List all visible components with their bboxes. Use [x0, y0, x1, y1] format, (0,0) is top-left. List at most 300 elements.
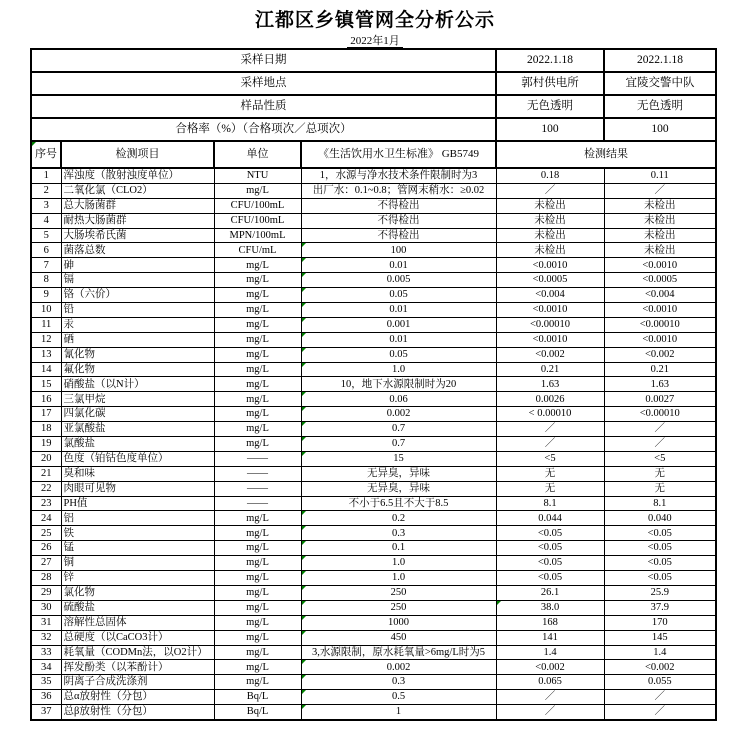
row-seq: 7 — [31, 258, 61, 273]
table-row — [31, 600, 716, 615]
row-standard: 1.0 — [301, 571, 496, 586]
row-result-site1: 无 — [496, 466, 604, 481]
row-item: 铅 — [61, 303, 214, 318]
cell-flag-triangle-icon — [302, 407, 306, 411]
row-result-site2: ／ — [604, 705, 716, 720]
cell-flag-triangle-icon — [302, 601, 306, 605]
row-result-site2: 0.055 — [604, 675, 716, 690]
row-item: 汞 — [61, 317, 214, 332]
row-seq: 9 — [31, 288, 61, 303]
row-item: 砷 — [61, 258, 214, 273]
row-standard: 10，地下水源限制时为20 — [301, 377, 496, 392]
row-unit: —— — [214, 466, 301, 481]
row-seq: 34 — [31, 660, 61, 675]
row-result-site1: 26.1 — [496, 585, 604, 600]
row-result-site1: 141 — [496, 630, 604, 645]
row-standard: 0.3 — [301, 675, 496, 690]
row-result-site2: 未检出 — [604, 213, 716, 228]
table-row — [31, 541, 716, 556]
col-standard: 《生活饮用水卫生标准》 GB5749 — [301, 141, 496, 168]
row-unit: CFU/100mL — [214, 213, 301, 228]
row-item: 溶解性总固体 — [61, 615, 214, 630]
row-result-site2: <0.0010 — [604, 258, 716, 273]
row-item: 氰化物 — [61, 347, 214, 362]
table-row — [31, 273, 716, 288]
table-row — [31, 675, 716, 690]
row-unit: —— — [214, 481, 301, 496]
cell-flag-triangle-icon — [302, 541, 306, 545]
page-title: 江都区乡镇管网全分析公示 — [254, 10, 495, 31]
info-label: 样品性质 — [31, 95, 496, 118]
cell-flag-triangle-icon — [302, 363, 306, 367]
row-unit: mg/L — [214, 407, 301, 422]
row-result-site2: 25.9 — [604, 585, 716, 600]
table-row — [31, 451, 716, 466]
row-result-site1: <0.004 — [496, 288, 604, 303]
row-item: 总大肠菌群 — [61, 198, 214, 213]
cell-flag-triangle-icon — [302, 511, 306, 515]
row-unit: mg/L — [214, 675, 301, 690]
row-seq: 10 — [31, 303, 61, 318]
row-standard: 1000 — [301, 615, 496, 630]
info-row — [31, 95, 716, 118]
row-seq: 28 — [31, 571, 61, 586]
cell-flag-triangle-icon — [302, 288, 306, 292]
row-result-site2: <0.002 — [604, 660, 716, 675]
row-item: 耐热大肠菌群 — [61, 213, 214, 228]
row-unit: mg/L — [214, 630, 301, 645]
row-seq: 33 — [31, 645, 61, 660]
cell-flag-triangle-icon — [302, 422, 306, 426]
table-row — [31, 571, 716, 586]
row-result-site2: 8.1 — [604, 496, 716, 511]
row-standard: 0.001 — [301, 317, 496, 332]
row-item: PH值 — [61, 496, 214, 511]
row-item: 浑浊度（散射浊度单位） — [61, 168, 214, 183]
row-standard: 15 — [301, 451, 496, 466]
row-unit: mg/L — [214, 437, 301, 452]
row-standard: 0.005 — [301, 273, 496, 288]
info-value-site1: 100 — [496, 118, 604, 141]
info-label: 采样日期 — [31, 49, 496, 72]
subtitle-month: 2022年1月 — [347, 35, 403, 48]
row-result-site2: 170 — [604, 615, 716, 630]
row-result-site2: ／ — [604, 422, 716, 437]
row-result-site2: ／ — [604, 437, 716, 452]
row-unit: mg/L — [214, 541, 301, 556]
row-result-site1: <5 — [496, 451, 604, 466]
row-standard: 0.01 — [301, 258, 496, 273]
row-result-site2: 未检出 — [604, 243, 716, 258]
row-standard: 不得检出 — [301, 198, 496, 213]
row-standard: 0.01 — [301, 303, 496, 318]
table-row — [31, 660, 716, 675]
cell-flag-triangle-icon — [302, 392, 306, 396]
row-unit: mg/L — [214, 347, 301, 362]
table-row — [31, 288, 716, 303]
row-seq: 15 — [31, 377, 61, 392]
row-standard: 无异臭，异味 — [301, 481, 496, 496]
row-item: 氯化物 — [61, 585, 214, 600]
col-seq: 序号 — [31, 141, 61, 168]
row-result-site2: <5 — [604, 451, 716, 466]
row-unit: mg/L — [214, 332, 301, 347]
row-result-site2: <0.05 — [604, 526, 716, 541]
row-standard: 250 — [301, 585, 496, 600]
cell-flag-triangle-icon — [302, 586, 306, 590]
row-item: 菌落总数 — [61, 243, 214, 258]
row-unit: mg/L — [214, 571, 301, 586]
row-standard: 0.7 — [301, 437, 496, 452]
cell-flag-triangle-icon — [302, 303, 306, 307]
row-seq: 27 — [31, 556, 61, 571]
row-standard: 1，水源与净水技术条件限制时为3 — [301, 168, 496, 183]
table-row — [31, 437, 716, 452]
row-unit: Bq/L — [214, 705, 301, 720]
row-result-site1: 0.0026 — [496, 392, 604, 407]
row-standard: 0.05 — [301, 288, 496, 303]
table-row — [31, 332, 716, 347]
row-seq: 6 — [31, 243, 61, 258]
row-seq: 12 — [31, 332, 61, 347]
row-seq: 18 — [31, 422, 61, 437]
row-unit: —— — [214, 496, 301, 511]
subtitle-row — [0, 35, 750, 48]
row-seq: 17 — [31, 407, 61, 422]
row-result-site2: 1.4 — [604, 645, 716, 660]
row-item: 总α放射性（分包） — [61, 690, 214, 705]
row-result-site1: <0.00010 — [496, 317, 604, 332]
row-item: 肉眼可见物 — [61, 481, 214, 496]
row-seq: 5 — [31, 228, 61, 243]
row-item: 氯酸盐 — [61, 437, 214, 452]
row-result-site1: 未检出 — [496, 228, 604, 243]
row-result-site2: 0.11 — [604, 168, 716, 183]
row-result-site1: <0.002 — [496, 347, 604, 362]
table-row — [31, 213, 716, 228]
table-row — [31, 630, 716, 645]
row-unit: mg/L — [214, 317, 301, 332]
row-unit: mg/L — [214, 422, 301, 437]
table-row — [31, 377, 716, 392]
row-item: 锰 — [61, 541, 214, 556]
row-unit: MPN/100mL — [214, 228, 301, 243]
row-seq: 1 — [31, 168, 61, 183]
row-result-site1: ／ — [496, 705, 604, 720]
row-seq: 11 — [31, 317, 61, 332]
row-item: 铬（六价） — [61, 288, 214, 303]
info-value-site1: 无色透明 — [496, 95, 604, 118]
row-standard: 1.0 — [301, 362, 496, 377]
row-unit: mg/L — [214, 526, 301, 541]
row-unit: CFU/mL — [214, 243, 301, 258]
col-result: 检测结果 — [496, 141, 716, 168]
table-row — [31, 392, 716, 407]
table-row — [31, 362, 716, 377]
row-standard: 0.06 — [301, 392, 496, 407]
row-unit: mg/L — [214, 288, 301, 303]
row-unit: —— — [214, 451, 301, 466]
row-seq: 29 — [31, 585, 61, 600]
row-standard: 不得检出 — [301, 228, 496, 243]
table-row — [31, 303, 716, 318]
col-item: 检测项目 — [61, 141, 214, 168]
cell-flag-triangle-icon — [302, 258, 306, 262]
cell-flag-triangle-icon — [302, 243, 306, 247]
table-row — [31, 407, 716, 422]
row-item: 挥发酚类（以苯酚计） — [61, 660, 214, 675]
row-item: 硝酸盐（以N计） — [61, 377, 214, 392]
row-seq: 23 — [31, 496, 61, 511]
row-standard: 1.0 — [301, 556, 496, 571]
row-item: 三氯甲烷 — [61, 392, 214, 407]
row-item: 硫酸盐 — [61, 600, 214, 615]
info-label: 合格率（%）（合格项次／总项次） — [31, 118, 496, 141]
row-unit: mg/L — [214, 392, 301, 407]
row-unit: mg/L — [214, 303, 301, 318]
row-unit: mg/L — [214, 273, 301, 288]
row-result-site1: < 0.00010 — [496, 407, 604, 422]
row-result-site2: ／ — [604, 183, 716, 198]
table-row — [31, 690, 716, 705]
row-seq: 3 — [31, 198, 61, 213]
table-row — [31, 481, 716, 496]
row-seq: 25 — [31, 526, 61, 541]
row-seq: 24 — [31, 511, 61, 526]
row-seq: 31 — [31, 615, 61, 630]
table-row — [31, 243, 716, 258]
row-seq: 13 — [31, 347, 61, 362]
table-row — [31, 526, 716, 541]
row-seq: 20 — [31, 451, 61, 466]
row-unit: mg/L — [214, 645, 301, 660]
row-result-site2: <0.0010 — [604, 303, 716, 318]
row-unit: mg/L — [214, 600, 301, 615]
row-item: 耗氧量（CODMn法，以O2计） — [61, 645, 214, 660]
row-result-site1: <0.05 — [496, 526, 604, 541]
row-unit: Bq/L — [214, 690, 301, 705]
row-seq: 2 — [31, 183, 61, 198]
cell-flag-triangle-icon — [302, 571, 306, 575]
info-value-site1: 2022.1.18 — [496, 49, 604, 72]
row-result-site1: <0.05 — [496, 556, 604, 571]
row-result-site1: 未检出 — [496, 213, 604, 228]
row-result-site2: 37.9 — [604, 600, 716, 615]
row-unit: CFU/100mL — [214, 198, 301, 213]
row-seq: 21 — [31, 466, 61, 481]
row-result-site2: 无 — [604, 481, 716, 496]
row-seq: 14 — [31, 362, 61, 377]
row-seq: 35 — [31, 675, 61, 690]
row-seq: 26 — [31, 541, 61, 556]
row-unit: mg/L — [214, 377, 301, 392]
row-unit: mg/L — [214, 258, 301, 273]
row-result-site1: ／ — [496, 183, 604, 198]
cell-flag-triangle-icon — [302, 273, 306, 277]
row-standard: 不小于6.5且不大于8.5 — [301, 496, 496, 511]
row-result-site2: <0.05 — [604, 556, 716, 571]
table-row — [31, 317, 716, 332]
cell-flag-triangle-icon — [302, 437, 306, 441]
row-result-site1: 1.63 — [496, 377, 604, 392]
cell-flag-triangle-icon — [302, 318, 306, 322]
table-row — [31, 258, 716, 273]
row-standard: 0.01 — [301, 332, 496, 347]
row-item: 四氯化碳 — [61, 407, 214, 422]
table-row — [31, 183, 716, 198]
table-row — [31, 556, 716, 571]
row-standard: 0.002 — [301, 407, 496, 422]
row-item: 镉 — [61, 273, 214, 288]
table-row — [31, 615, 716, 630]
cell-flag-triangle-icon — [302, 631, 306, 635]
row-result-site1: <0.002 — [496, 660, 604, 675]
table-row — [31, 228, 716, 243]
table-row — [31, 466, 716, 481]
row-seq: 22 — [31, 481, 61, 496]
row-result-site2: <0.05 — [604, 571, 716, 586]
row-result-site1: 0.18 — [496, 168, 604, 183]
row-result-site1: 168 — [496, 615, 604, 630]
row-result-site1: 1.4 — [496, 645, 604, 660]
row-result-site2: <0.05 — [604, 541, 716, 556]
row-item: 大肠埃希氏菌 — [61, 228, 214, 243]
row-seq: 16 — [31, 392, 61, 407]
table-row — [31, 705, 716, 720]
table-row — [31, 198, 716, 213]
row-result-site1: <0.0005 — [496, 273, 604, 288]
row-result-site2: 未检出 — [604, 228, 716, 243]
row-item: 亚氯酸盐 — [61, 422, 214, 437]
info-label: 采样地点 — [31, 72, 496, 95]
row-standard: 0.05 — [301, 347, 496, 362]
row-seq: 36 — [31, 690, 61, 705]
cell-flag-triangle-icon — [302, 333, 306, 337]
info-row — [31, 49, 716, 72]
row-result-site2: 1.63 — [604, 377, 716, 392]
row-standard: 0.5 — [301, 690, 496, 705]
row-standard: 0.002 — [301, 660, 496, 675]
info-value-site2: 2022.1.18 — [604, 49, 716, 72]
cell-flag-triangle-icon — [302, 660, 306, 664]
row-item: 锌 — [61, 571, 214, 586]
info-value-site1: 郭村供电所 — [496, 72, 604, 95]
row-item: 硒 — [61, 332, 214, 347]
row-result-site1: ／ — [496, 690, 604, 705]
row-result-site1: <0.0010 — [496, 303, 604, 318]
column-header-row — [31, 141, 716, 168]
table-row — [31, 645, 716, 660]
row-result-site1: 未检出 — [496, 198, 604, 213]
row-seq: 37 — [31, 705, 61, 720]
row-item: 总硬度（以CaCO3计） — [61, 630, 214, 645]
row-result-site2: 0.0027 — [604, 392, 716, 407]
info-row — [31, 72, 716, 95]
table-row — [31, 168, 716, 183]
row-unit: mg/L — [214, 183, 301, 198]
row-result-site2: <0.002 — [604, 347, 716, 362]
info-value-site2: 宜陵交警中队 — [604, 72, 716, 95]
row-result-site2: 0.21 — [604, 362, 716, 377]
row-unit: mg/L — [214, 511, 301, 526]
row-result-site1: ／ — [496, 437, 604, 452]
row-standard: 450 — [301, 630, 496, 645]
row-unit: mg/L — [214, 556, 301, 571]
cell-flag-triangle-icon — [302, 705, 306, 709]
table-row — [31, 496, 716, 511]
row-standard: 0.1 — [301, 541, 496, 556]
row-result-site2: <0.0010 — [604, 332, 716, 347]
cell-flag-triangle-icon — [302, 452, 306, 456]
row-result-site2: ／ — [604, 690, 716, 705]
cell-flag-triangle-icon — [302, 556, 306, 560]
row-result-site1: 无 — [496, 481, 604, 496]
row-result-site1: <0.05 — [496, 541, 604, 556]
row-result-site2: 未检出 — [604, 198, 716, 213]
row-result-site1: ／ — [496, 422, 604, 437]
row-unit: mg/L — [214, 660, 301, 675]
row-result-site2: <0.00010 — [604, 407, 716, 422]
cell-flag-triangle-icon — [302, 348, 306, 352]
row-result-site1: 未检出 — [496, 243, 604, 258]
row-standard: 0.3 — [301, 526, 496, 541]
analysis-table — [30, 48, 717, 721]
row-item: 铝 — [61, 511, 214, 526]
row-standard: 不得检出 — [301, 213, 496, 228]
table-row — [31, 347, 716, 362]
row-result-site2: <0.0005 — [604, 273, 716, 288]
row-standard: 0.2 — [301, 511, 496, 526]
row-item: 氟化物 — [61, 362, 214, 377]
row-result-site1: <0.05 — [496, 571, 604, 586]
cell-flag-triangle-icon — [302, 675, 306, 679]
table-row — [31, 585, 716, 600]
row-result-site1: 0.065 — [496, 675, 604, 690]
row-item: 铜 — [61, 556, 214, 571]
row-seq: 32 — [31, 630, 61, 645]
row-unit: mg/L — [214, 585, 301, 600]
row-unit: mg/L — [214, 362, 301, 377]
cell-flag-triangle-icon — [32, 142, 36, 146]
row-unit: mg/L — [214, 615, 301, 630]
table-row — [31, 422, 716, 437]
row-result-site2: 145 — [604, 630, 716, 645]
row-result-site2: <0.004 — [604, 288, 716, 303]
cell-flag-triangle-icon — [302, 616, 306, 620]
col-unit: 单位 — [214, 141, 301, 168]
row-result-site1: <0.0010 — [496, 258, 604, 273]
row-standard: 3,水源限制，原水耗氧量>6mg/L时为5 — [301, 645, 496, 660]
row-item: 色度（铂钴色度单位） — [61, 451, 214, 466]
row-result-site1: 0.044 — [496, 511, 604, 526]
row-result-site1: 38.0 — [496, 600, 604, 615]
row-standard: 出厂水：0.1~0.8；管网末稍水：≥0.02 — [301, 183, 496, 198]
row-item: 臭和味 — [61, 466, 214, 481]
row-unit: NTU — [214, 168, 301, 183]
row-standard: 无异臭，异味 — [301, 466, 496, 481]
row-item: 总β放射性（分包） — [61, 705, 214, 720]
row-seq: 8 — [31, 273, 61, 288]
info-row — [31, 118, 716, 141]
row-item: 阴离子合成洗涤剂 — [61, 675, 214, 690]
row-seq: 30 — [31, 600, 61, 615]
table-row — [31, 511, 716, 526]
row-standard: 100 — [301, 243, 496, 258]
cell-flag-triangle-icon — [302, 690, 306, 694]
row-result-site1: <0.0010 — [496, 332, 604, 347]
row-item: 铁 — [61, 526, 214, 541]
row-result-site2: <0.00010 — [604, 317, 716, 332]
